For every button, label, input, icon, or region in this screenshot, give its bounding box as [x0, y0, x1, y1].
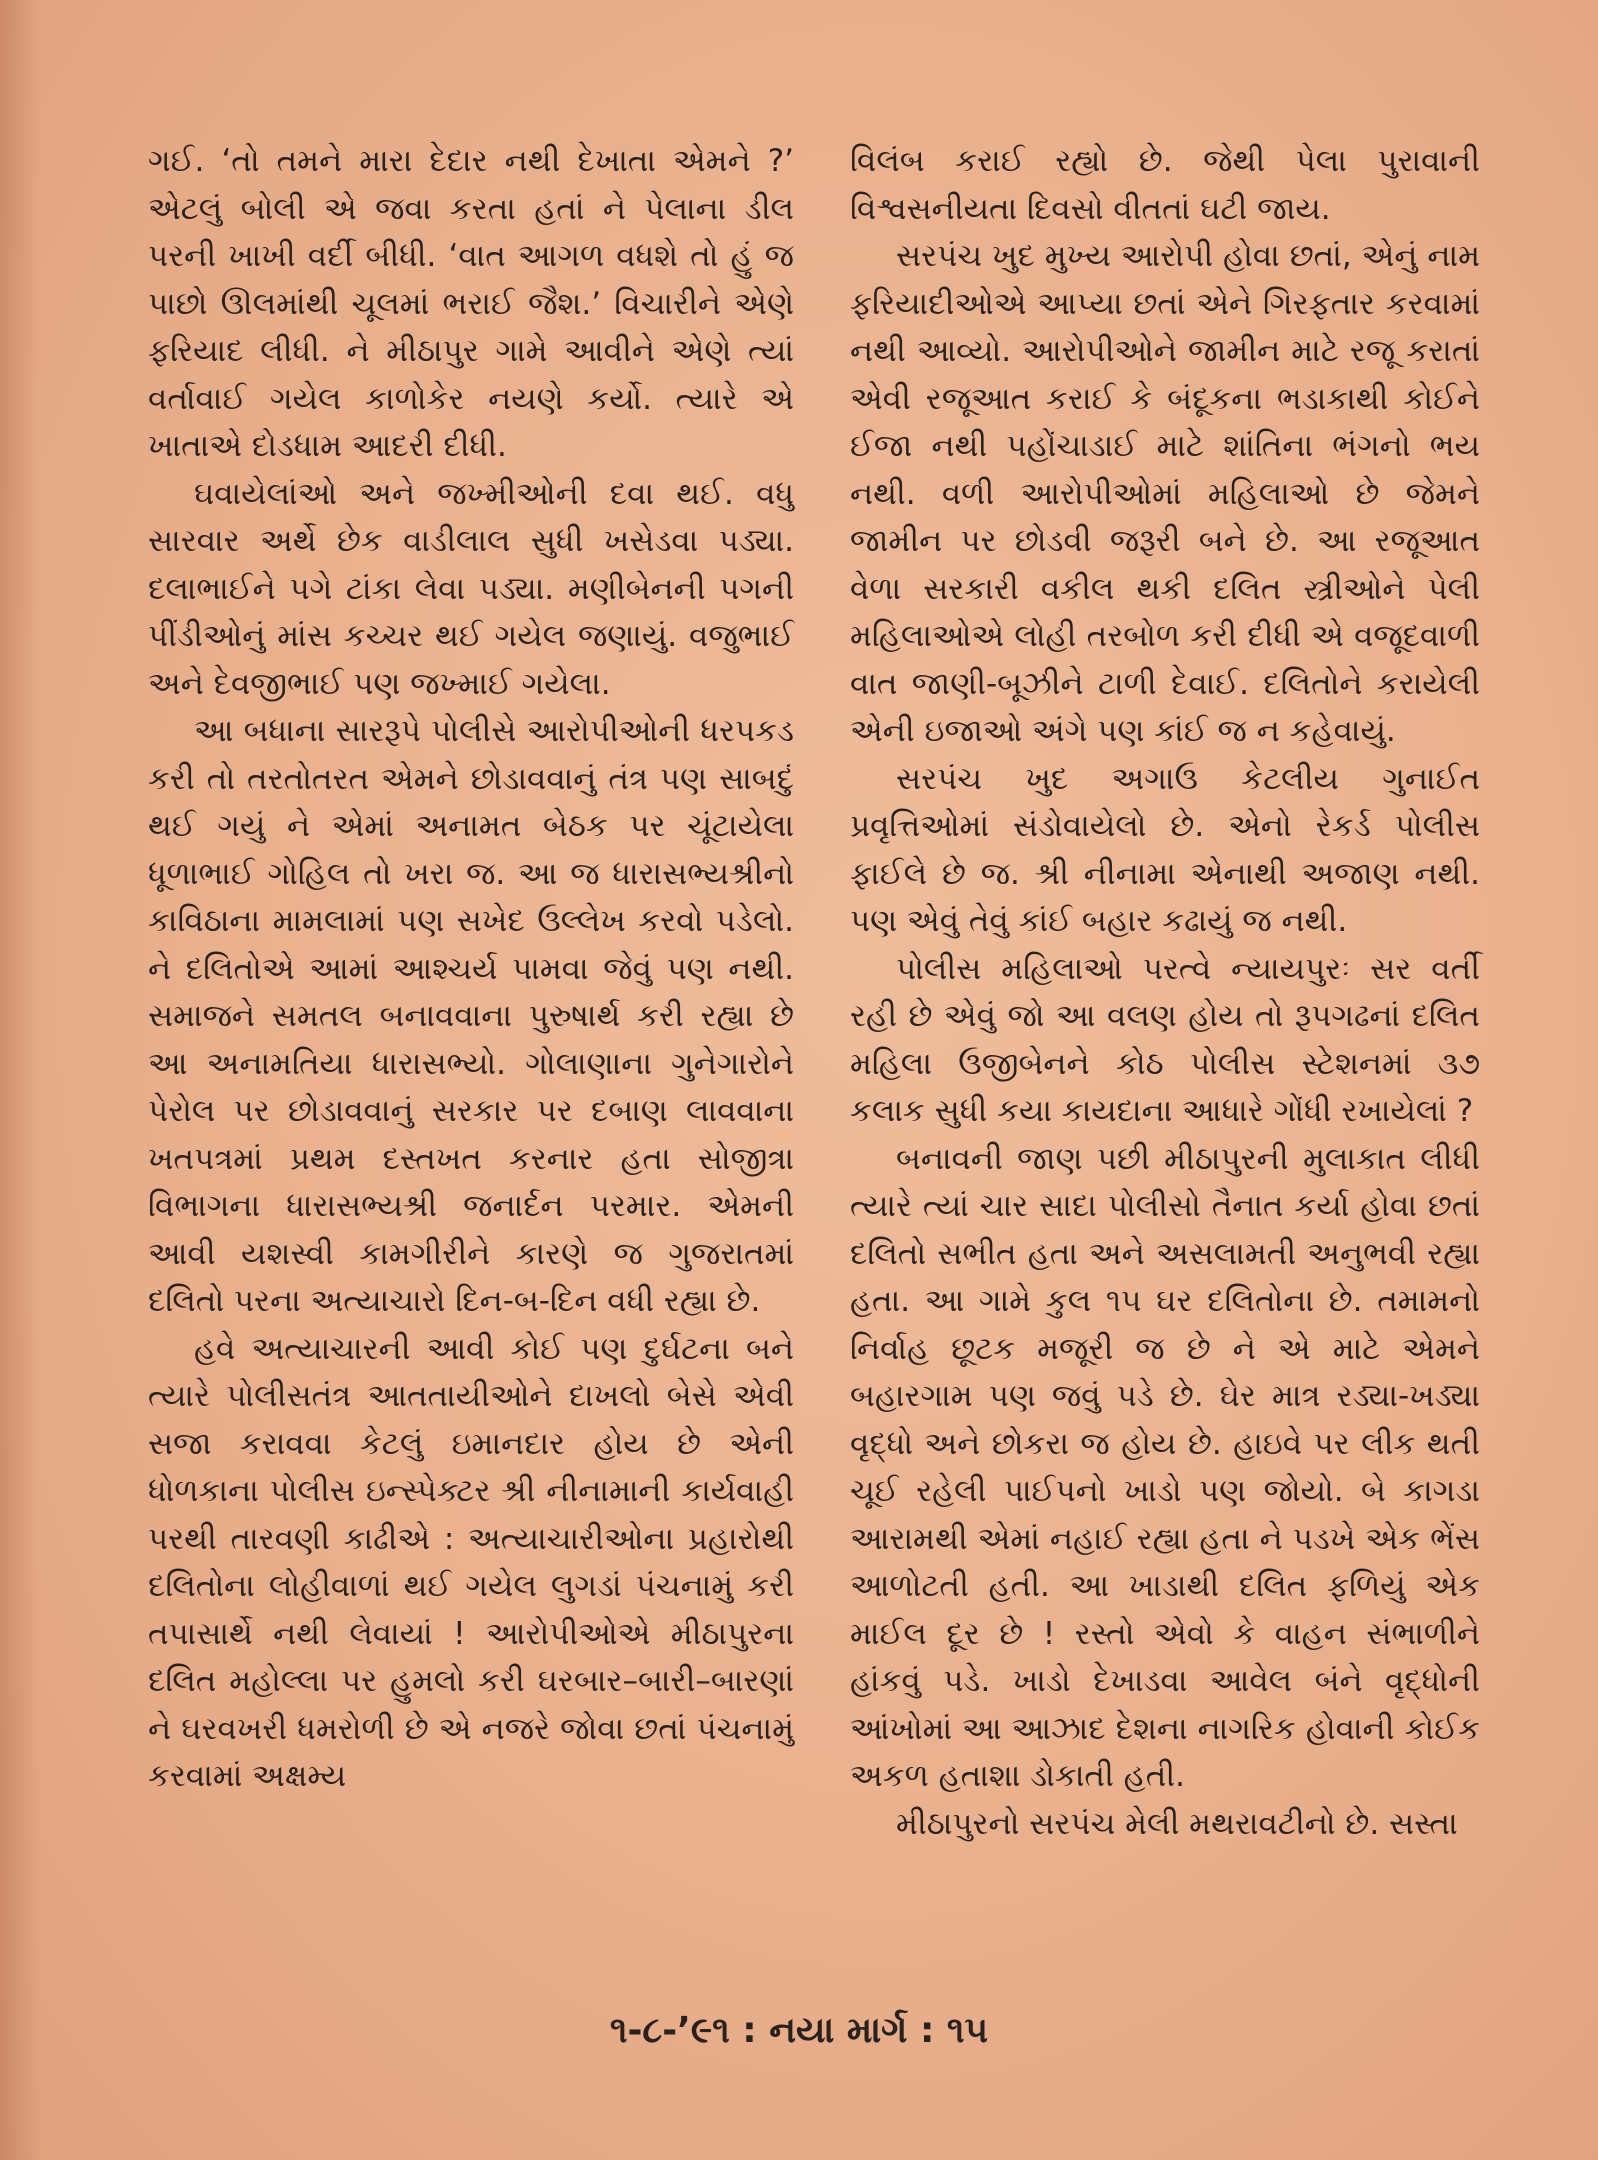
left-column	[148, 138, 794, 1801]
right-paragraph-5: બનાવની જાણ પછી મીઠાપુરની મુલાકાત લીધી ત્યારે ત્યાં ચાર સાદા પોલીસો તૈનાત કર્યા હોવા છતાં દલિતો સભીત હતા અને અસલામતી અનુભવી રહ્યા હતા. આ ગામે કુલ ૧૫ ઘર દલિતોના છે. તમામનો નિર્વાહ છૂટક મજૂરી જ છે ને એ માટે એમને બહારગામ પણ જવું પડે છે. ઘેર માત્ર રડ્યા-ખડ્યા વૃદ્ધો અને છોકરા જ હોય છે. હાઇવે પર લીક થતી ચૂઈ રહેલી પાઈપનો ખાડો પણ જોયો. બે કાગડા આરામથી એમાં નહાઈ રહ્યા હતા ને પડખે એક ભેંસ આળોટતી હતી. આ ખાડાથી દલિત ફળિયું એક માઈલ દૂર છે ! રસ્તો એવો કે વાહન સંભાળીને હાંકવું પડે. ખાડો દેખાડવા આવેલ બંને વૃદ્ધોની આંખોમાં આ આઝાદ દેશના નાગરિક હોવાની કોઈક અકળ હતાશા ડોકાતી હતી.	[850, 1140, 1480, 1794]
left-paragraph-3: આ બધાના સારરૂપે પોલીસે આરોપીઓની ધરપકડ કરી તો તરતોતરત એમને છોડાવવાનું તંત્ર પણ સાબદું થઈ ગયું ને એમાં અનામત બેઠક પર ચૂંટાયેલા ધૂળાભાઈ ગોહિલ તો ખરા જ. આ જ ધારાસભ્યશ્રીનો કાવિઠાના મામલામાં પણ સખેદ ઉલ્લેખ કરવો પડેલો. ને દલિતોએ આમાં આશ્ચર્ય પામવા જેવું પણ નથી. સમાજને સમતલ બનાવવાના પુરુષાર્થ કરી રહ્યા છે આ અનામતિયા ધારાસભ્યો. ગોલાણાના ગુનેગારોને પેરોલ પર છોડાવવાનું સરકાર પર દબાણ લાવવાના ખતપત્રમાં પ્રથમ દસ્તખત કરનાર હતા સોજીત્રા વિભાગના ધારાસભ્યશ્રી જનાર્દન પરમાર. એમની આવી યશસ્વી કામગીરીને કારણે જ ગુજરાતમાં દલિતો પરના અત્યાચારો દિન-બ-દિન વધી રહ્યા છે.	[148, 713, 794, 1319]
right-column	[850, 138, 1480, 1848]
right-paragraph-1: વિલંબ કરાઈ રહ્યો છે. જેથી પેલા પુરાવાની વિશ્વસનીયતા દિવસો વીતતાં ઘટી જાય.	[850, 143, 1480, 227]
right-paragraph-2: સરપંચ ખુદ મુખ્ય આરોપી હોવા છતાં, એનું નામ ફરિયાદીઓએ આપ્યા છતાં એને ગિરફતાર કરવામાં નથી આવ્યો. આરોપીઓને જામીન માટે રજૂ કરાતાં એવી રજૂઆત કરાઈ કે બંદૂકના ભડાકાથી કોઈને ઈજા નથી પહોંચાડાઈ માટે શાંતિના ભંગનો ભય નથી. વળી આરોપીઓમાં મહિલાઓ છે જેમને જામીન પર છોડવી જરૂરી બને છે. આ રજૂઆત વેળા સરકારી વકીલ થકી દલિત સ્ત્રીઓને પેલી મહિલાઓએ લોહી તરબોળ કરી દીધી એ વજૂદવાળી વાત જાણી-બૂઝીને ટાળી દેવાઈ. દલિતોને કરાયેલી એની ઇજાઓ અંગે પણ કાંઈ જ ન કહેવાયું.	[850, 238, 1480, 749]
left-paragraph-4: હવે અત્યાચારની આવી કોઈ પણ દુર્ઘટના બને ત્યારે પોલીસતંત્ર આતતાયીઓને દાખલો બેસે એવી સજા કરાવવા કેટલું ઇમાનદાર હોય છે એની ધોળકાના પોલીસ ઇન્સ્પેક્ટર શ્રી નીનામાની કાર્યવાહી પરથી તારવણી કાઢીએ : અત્યાચારીઓના પ્રહારોથી દલિતોના લોહીવાળાં થઈ ગયેલ લુગડાં પંચનામું કરી તપાસાર્થે નથી લેવાયાં ! આરોપીઓએ મીઠાપુરના દલિત મહોલ્લા પર હુમલો કરી ઘરબાર–બારી–બારણાં ને ઘરવખરી ધમરોળી છે એ નજરે જોવા છતાં પંચનામું કરવામાં અક્ષમ્ય	[148, 1330, 794, 1794]
left-paragraph-1: ગઈ. ‘તો તમને મારા દેદાર નથી દેખાતા એમને ?’ એટલું બોલી એ જવા કરતા હતાં ને પેલાના ડીલ પરની ખાખી વર્દી બીધી. ‘વાત આગળ વધશે તો હું જ પાછો ઊલમાંથી ચૂલમાં ભરાઈ જૈશ.’ વિચારીને એણે ફરિયાદ લીધી. ને મીઠાપુર ગામે આવીને એણે ત્યાં વર્તાવાઈ ગયેલ કાળોકેર નયણે કર્યો. ત્યારે એ ખાતાએ દોડધામ આદરી દીધી.	[148, 143, 794, 464]
page-footer: ૧-૮-’૯૧ : નયા માર્ગ : ૧૫	[609, 2010, 989, 2051]
right-paragraph-3: સરપંચ ખુદ અગાઉ કેટલીય ગુનાઈત પ્રવૃત્તિઓમાં સંડોવાયેલો છે. એનો રેકર્ડ પોલીસ ફાઈલે છે જ. શ્રી નીનામા એનાથી અજાણ નથી. પણ એવું તેવું કાંઈ બહાર કઢાયું જ નથી.	[850, 760, 1480, 939]
right-paragraph-6: મીઠાપુરનો સરપંચ મેલી મથરાવટીનો છે. સસ્તા	[896, 1805, 1458, 1842]
left-paragraph-2: ઘવાયેલાંઓ અને જખ્મીઓની દવા થઈ. વધુ સારવાર અર્થે છેક વાડીલાલ સુધી ખસેડવા પડ્યા. દલાભાઈને પગે ટાંકા લેવા પડ્યા. મણીબેનની પગની પીંડીઓનું માંસ કચ્ચર થઈ ગયેલ જણાયું. વજુભાઈ અને દેવજીભાઈ પણ જખ્માઈ ગયેલા.	[148, 475, 794, 702]
right-paragraph-4: પોલીસ મહિલાઓ પરત્વે ન્યાયપુરઃ સર વર્તી રહી છે એવું જો આ વલણ હોય તો રૂપગઢનાં દલિત મહિલા ઉજીબેનને કોઠ પોલીસ સ્ટેશનમાં ૩૭ કલાક સુધી કયા કાયદાના આધારે ગોંધી રખાયેલાં ?	[850, 950, 1480, 1129]
